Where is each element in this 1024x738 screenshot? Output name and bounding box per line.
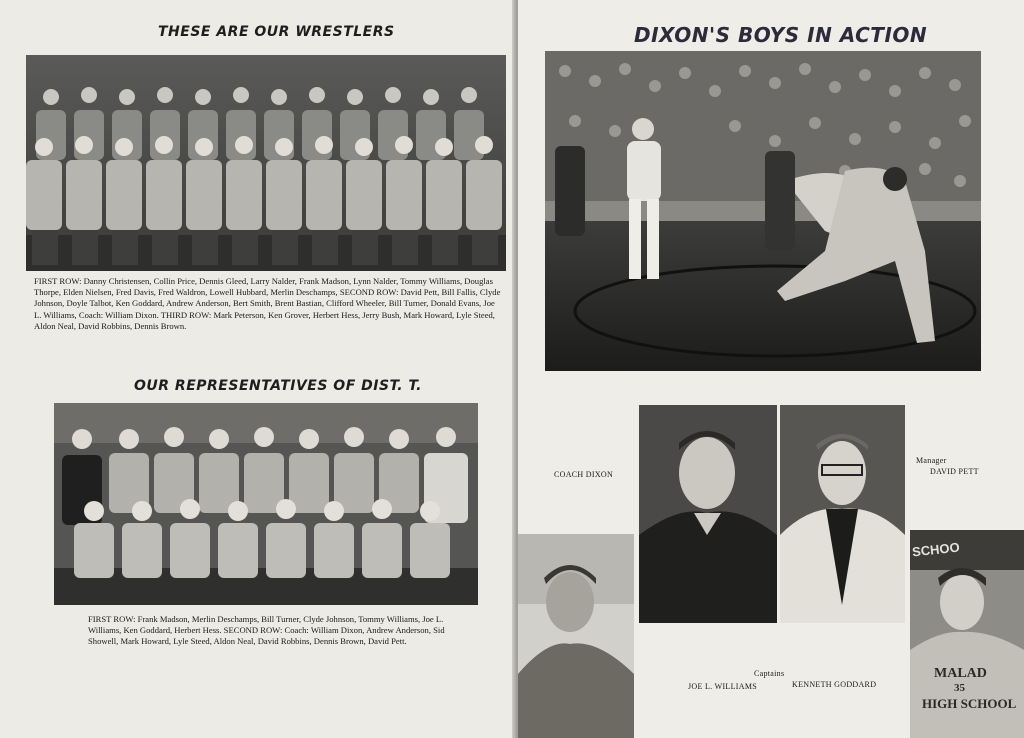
wrestlers-caption: FIRST ROW: Danny Christensen, Collin Price, Dennis Gleed, Larry Nalder, Frank Madson, Lynn Nalder, Tommy Williams, Douglas Thorpe, Elden Nielsen, Fred Davis, Fred Waldron, Lowell Hubbard, Merlin Deschamps, SECOND ROW: David Pett, Bill Fallis, Clyde Johnson, Doyle Talbot, Ken Goddard, Andrew Anderson, Bert Smith, Brent Bastian, Clifford Wheeler, Bill Turner, Donald Evans, Joe L. Williams, Coach: William Dixon. THIRD ROW: Mark Peterson, Ken Grover, Herbert Hess, Jerry Bush, Mark Howard, Lyle Steed, Aldon Neal, David Robbins, Dennis Brown. [34, 276, 501, 331]
manager-name: DAVID PETT [930, 467, 979, 476]
representatives-heading: OUR REPRESENTATIVES OF DIST. T. [134, 378, 422, 394]
team-photo [26, 55, 506, 271]
captain-1-name: JOE L. WILLIAMS [688, 682, 758, 691]
action-heading: DIXON'S BOYS IN ACTION [634, 23, 928, 47]
sweater-high-school-text: HIGH SCHOOL [922, 696, 1017, 711]
captain-joe-williams-photo [639, 405, 777, 623]
captains-title: Captains [754, 669, 785, 678]
coach-dixon-label: COACH DIXON [554, 470, 614, 479]
representatives-caption: FIRST ROW: Frank Madson, Merlin Deschamps, Bill Turner, Clyde Johnson, Tommy Williams, Joe L. Williams, Ken Goddard, Herbert Hess. SECOND ROW: Coach: William Dixon, Andrew Anderson, Sid Showell, Mark Howard, Lyle Steed, Aldon Neal, David Robbins, Dennis Brown, David Pett. [88, 614, 445, 647]
manager-title: Manager [916, 456, 947, 465]
sweater-malad-text: MALAD [934, 666, 987, 681]
sweater-number: 35 [954, 682, 965, 694]
wrestlers-heading: THESE ARE OUR WRESTLERS [158, 24, 395, 40]
action-photo [545, 51, 981, 371]
captain-kenneth-goddard-photo [780, 405, 905, 623]
manager-david-pett-photo [910, 530, 1024, 738]
representatives-photo [54, 403, 478, 605]
coach-dixon-photo [518, 534, 634, 738]
school-partial-text: SCHOO [911, 539, 961, 560]
right-page [518, 0, 1024, 738]
captain-2-name: KENNETH GODDARD [792, 680, 877, 689]
